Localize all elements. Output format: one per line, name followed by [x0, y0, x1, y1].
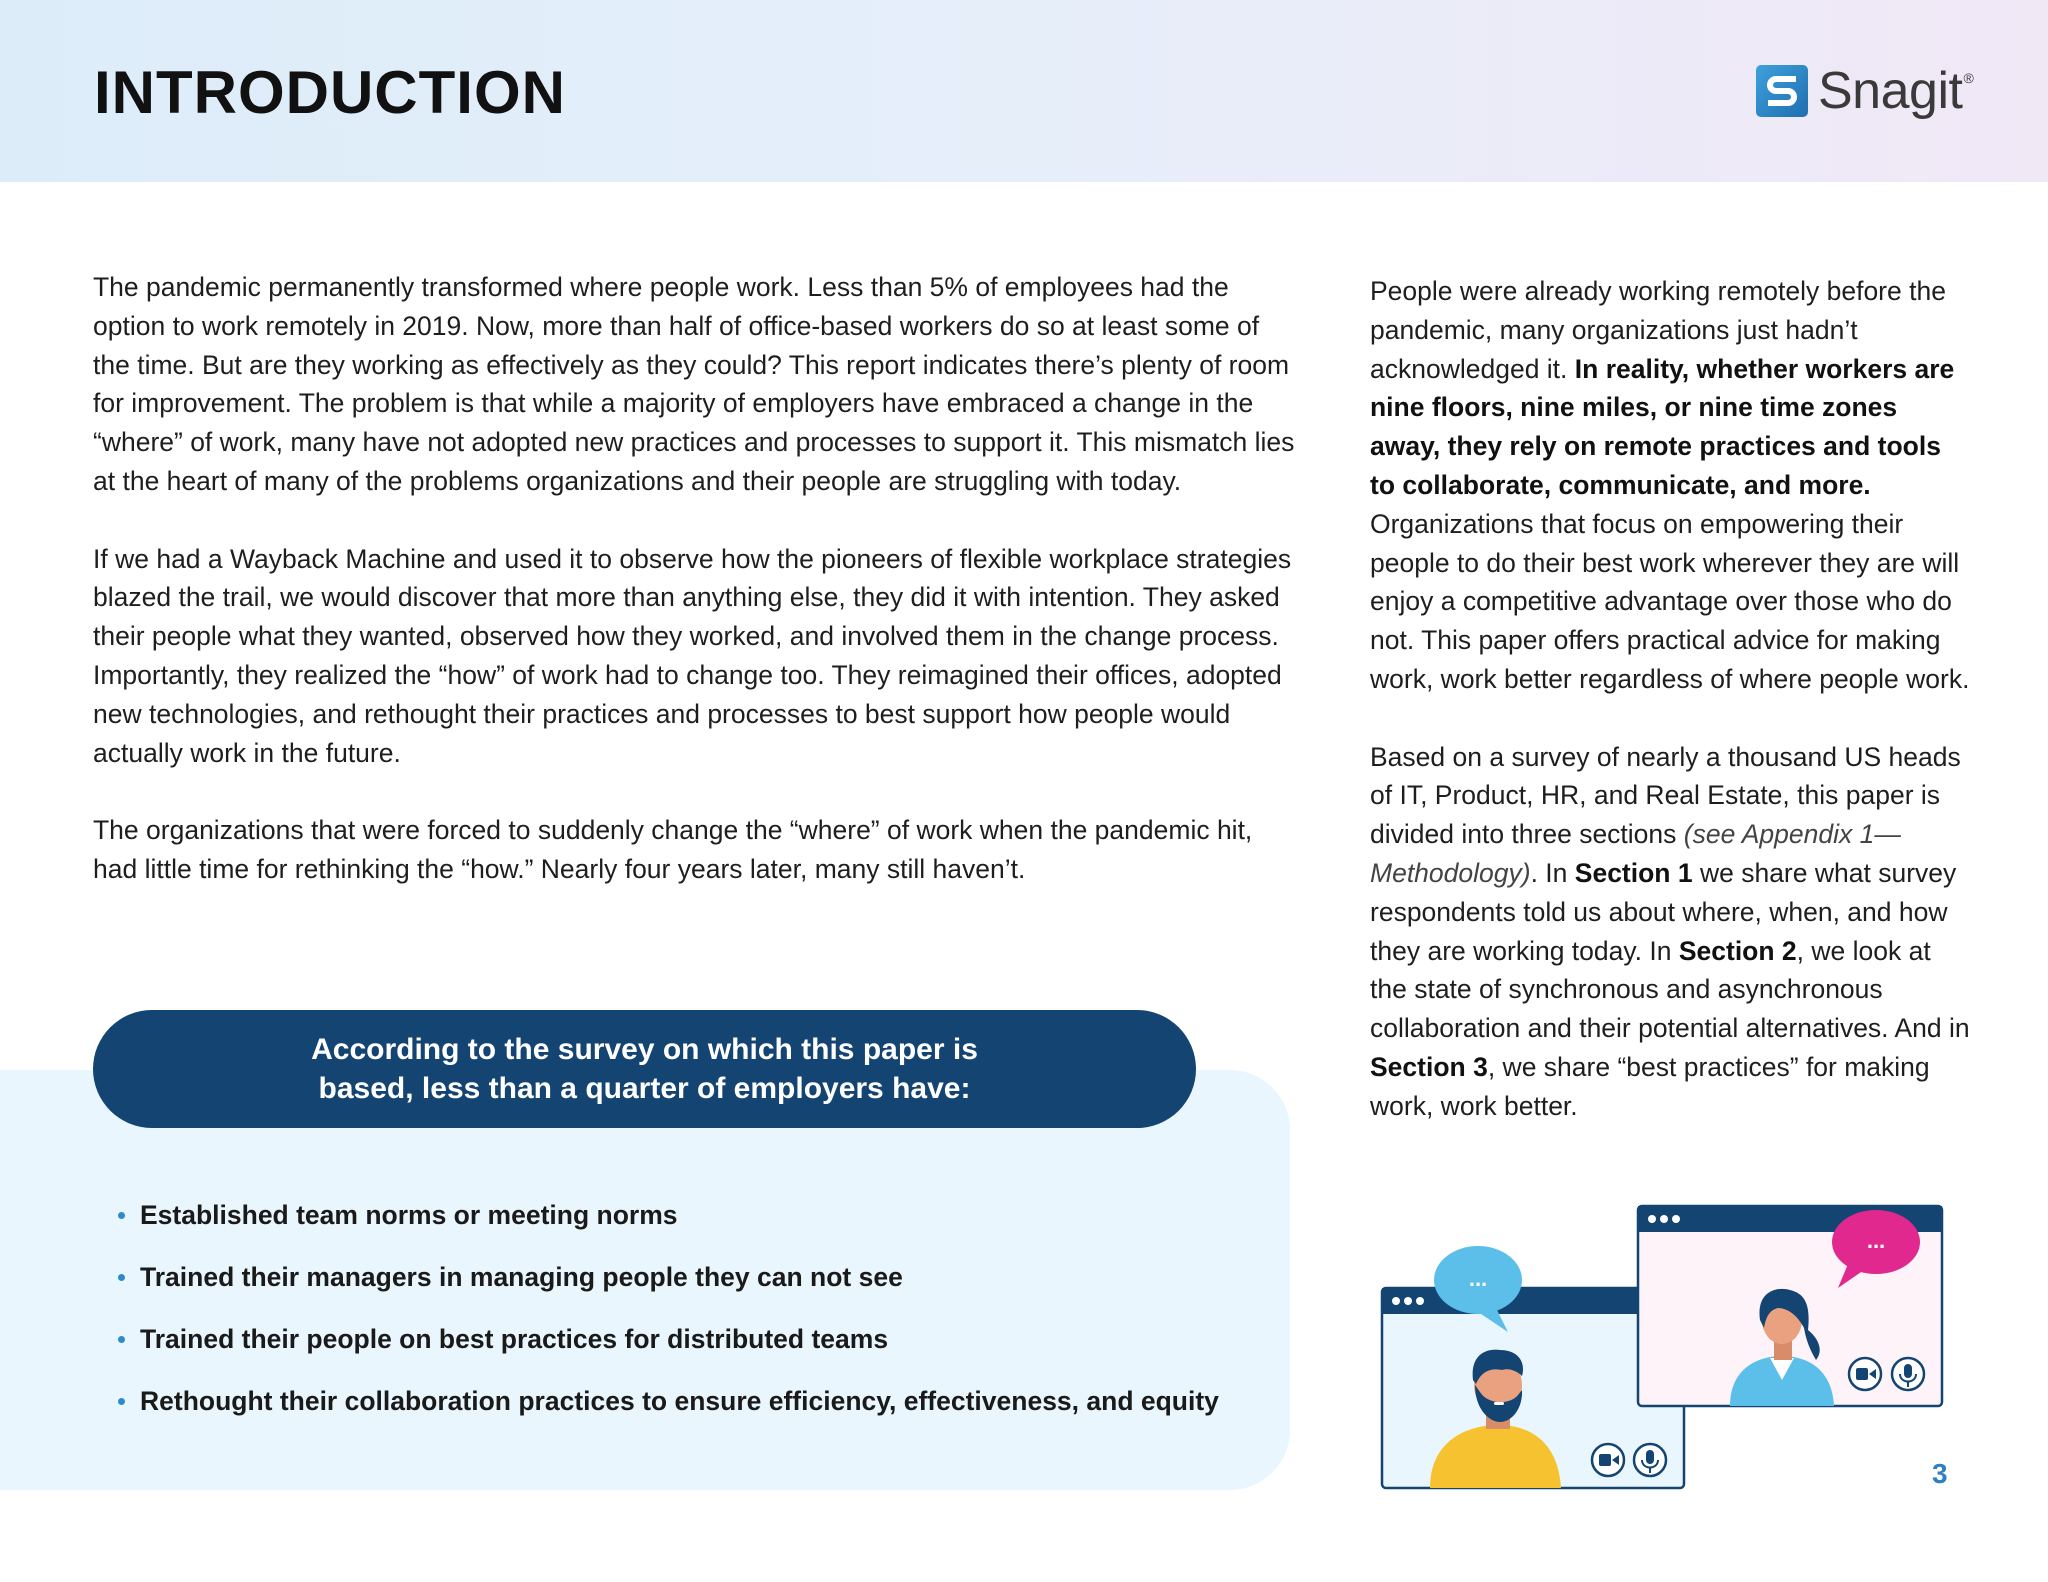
bullet-item: Trained their people on best practices for distributed teams [112, 1320, 1272, 1358]
bullet-item: Established team norms or meeting norms [112, 1196, 1272, 1234]
camera-icon [1592, 1444, 1624, 1476]
right-paragraph-1: People were already working remotely before the pandemic, many organizations just hadn’t acknowledged it. In reality, whether workers are nine floors, nine miles, or nine time zones away, they rely on remote practices and tools to collaborate, communicate, and more. Organizations that focus on empowering their people to do their best work wherever they are will enjoy a competitive advantage over those who do not. This paper offers practical advice for making work, work better regardless of where people work. [1370, 276, 1970, 694]
snagit-logo [1756, 60, 1973, 122]
bullet-item: Trained their managers in managing people they can not see [112, 1258, 1272, 1296]
right-paragraph-2: Based on a survey of nearly a thousand US heads of IT, Product, HR, and Real Estate, this paper is divided into three sections (see Appendix 1—Methodology). In Section 1 we share what survey respondents told us about where, when, and how they are working today. In Section 2, we look at the state of synchronous and asynchronous collaboration and their potential alternatives. And in Section 3, we share “best practices” for making work, work better. [1370, 741, 1970, 1121]
callout-bullet-list [112, 1196, 1272, 1444]
intro-paragraph-2: If we had a Wayback Machine and used it to observe how the pioneers of flexible workplace strategies blazed the trail, we would discover that more than anything else, they did it with intention. They asked their people what they wanted, observed how they worked, and involved them in the change process. Importantly, they realized the “how” of work had to change too. They reimagined their offices, adopted new technologies, and rethought their practices and processes to best support how people would actually work in the future. [93, 543, 1292, 768]
video-call-illustration [1378, 1200, 1948, 1495]
left-column [93, 268, 1303, 928]
svg-text:...: ... [1468, 1266, 1488, 1291]
intro-paragraph-1: The pandemic permanently transformed where people work. Less than 5% of employees had the option to work remotely in 2019. Now, more than half of office-based workers do so at least some of the time. But are they working as effectively as they could? This report indicates there’s plenty of room for improvement. The problem is that while a majority of employers have embraced a change in the “where” of work, many have not adopted new practices and processes to support it. This mismatch lies at the heart of many of the problems organizations and their people are struggling with today. [93, 272, 1295, 496]
video-window-right [1638, 1206, 1942, 1406]
camera-icon [1849, 1358, 1881, 1390]
microphone-icon [1634, 1444, 1666, 1476]
logo-wordmark: Snagit® [1818, 62, 1974, 120]
page-number: 3 [1932, 1458, 1948, 1489]
page-title: INTRODUCTION [94, 59, 566, 126]
bullet-item: Rethought their collaboration practices to ensure efficiency, effectiveness, and equity [112, 1382, 1272, 1420]
intro-paragraph-3: The organizations that were forced to suddenly change the “where” of work when the pandemic hit, had little time for rethinking the “how.” Nearly four years later, many still haven’t. [93, 815, 1253, 884]
callout-heading: According to the survey on which this paper is based, less than a quarter of employers have: [311, 1033, 978, 1105]
microphone-icon [1892, 1358, 1924, 1390]
page-header [0, 0, 2048, 182]
svg-text:...: ... [1866, 1228, 1886, 1253]
callout-heading-pill [93, 1010, 1196, 1128]
snagit-logo-icon [1756, 65, 1808, 117]
right-column [1370, 272, 1970, 1164]
